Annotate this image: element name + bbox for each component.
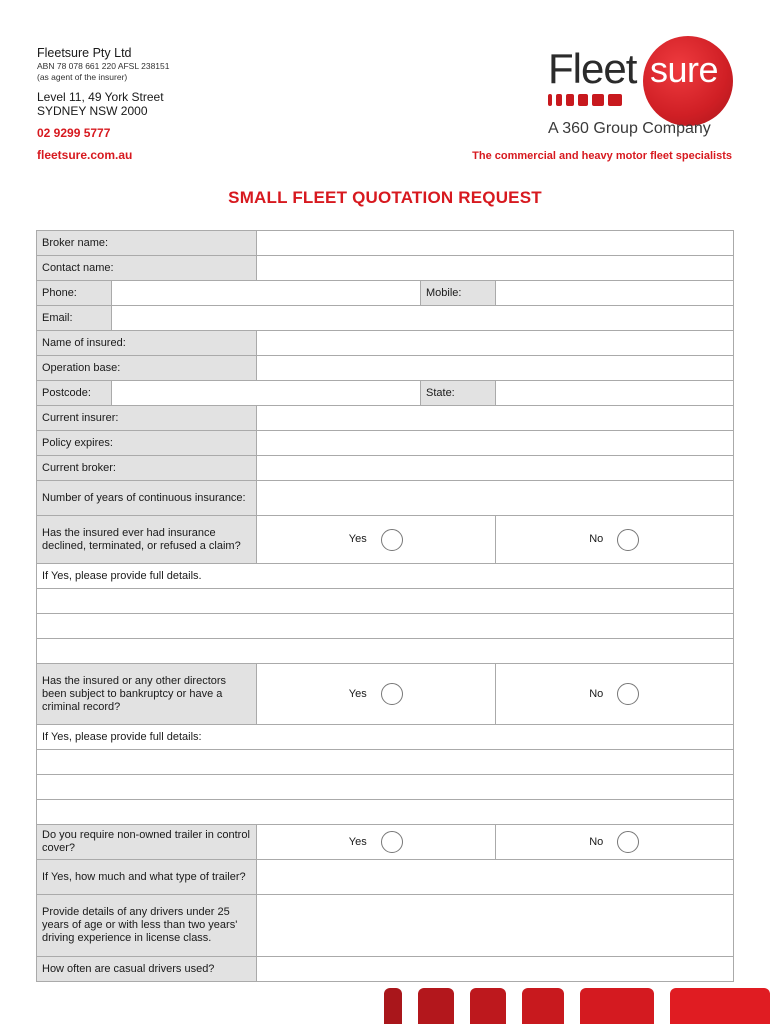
trailer-question-label: Do you require non-owned trailer in control cover? bbox=[37, 825, 257, 859]
trailer-type-field[interactable] bbox=[257, 860, 734, 894]
details-1-line-field[interactable] bbox=[37, 589, 734, 613]
current-insurer-label: Current insurer: bbox=[37, 406, 257, 430]
details-2-line bbox=[37, 800, 734, 825]
logo-word-fleet: Fleet bbox=[548, 45, 637, 92]
bankruptcy-question-label: Has the insured or any other directors been subject to bankruptcy or have a criminal record? bbox=[37, 664, 257, 724]
trailer-yes-option[interactable] bbox=[257, 825, 496, 859]
details-2-line-field[interactable] bbox=[37, 750, 734, 774]
form-row-declined bbox=[37, 516, 734, 564]
postcode-field[interactable] bbox=[112, 381, 421, 405]
broker-name-field[interactable] bbox=[257, 231, 734, 255]
current-broker-label: Current broker: bbox=[37, 456, 257, 480]
years-insurance-label: Number of years of continuous insurance: bbox=[37, 481, 257, 515]
company-agent-note: (as agent of the insurer) bbox=[37, 72, 128, 82]
form-row-current-insurer bbox=[37, 406, 734, 431]
declined-no-radio[interactable] bbox=[617, 529, 639, 551]
form-row-trailer-type bbox=[37, 860, 734, 895]
bankruptcy-no-label: No bbox=[589, 687, 604, 700]
logo-stripe bbox=[548, 94, 552, 106]
casual-drivers-field[interactable] bbox=[257, 957, 734, 981]
logo-stripe bbox=[578, 94, 588, 106]
years-insurance-field[interactable] bbox=[257, 481, 734, 515]
trailer-yes-label: Yes bbox=[348, 835, 367, 848]
address-line-2: SYDNEY NSW 2000 bbox=[37, 104, 148, 118]
bankruptcy-no-radio[interactable] bbox=[617, 683, 639, 705]
form-row-current-broker bbox=[37, 456, 734, 481]
form-row-young-drivers bbox=[37, 895, 734, 957]
form-row-contact-name bbox=[37, 256, 734, 281]
bankruptcy-yes-option[interactable] bbox=[257, 664, 496, 724]
email-field[interactable] bbox=[112, 306, 734, 330]
form-title: SMALL FLEET QUOTATION REQUEST bbox=[228, 188, 542, 207]
details-2-line bbox=[37, 775, 734, 800]
footer-block bbox=[384, 988, 402, 1024]
footer-block bbox=[418, 988, 454, 1024]
policy-expires-label: Policy expires: bbox=[37, 431, 257, 455]
company-website[interactable]: fleetsure.com.au bbox=[37, 148, 133, 162]
details-1-line bbox=[37, 589, 734, 614]
logo-stripe bbox=[608, 94, 622, 106]
declined-question-label: Has the insured ever had insurance declined, terminated, or refused a claim? bbox=[37, 516, 257, 563]
bankruptcy-yes-label: Yes bbox=[348, 687, 367, 700]
company-abn: ABN 78 078 661 220 AFSL 238151 bbox=[37, 61, 170, 71]
details-2-line-field[interactable] bbox=[37, 775, 734, 799]
company-name: Fleetsure Pty Ltd bbox=[37, 46, 132, 60]
group-company-text: A 360 Group Company bbox=[548, 120, 711, 137]
policy-expires-field[interactable] bbox=[257, 431, 734, 455]
form-row-casual-drivers bbox=[37, 957, 734, 982]
details-1-line bbox=[37, 614, 734, 639]
logo-stripe bbox=[556, 94, 562, 106]
state-field[interactable] bbox=[496, 381, 734, 405]
mobile-label: Mobile: bbox=[421, 281, 496, 305]
form-row-phone bbox=[37, 281, 734, 306]
email-label: Email: bbox=[37, 306, 112, 330]
form-row-details-2-heading bbox=[37, 725, 734, 750]
footer-block bbox=[470, 988, 506, 1024]
name-of-insured-field[interactable] bbox=[257, 331, 734, 355]
postcode-label: Postcode: bbox=[37, 381, 112, 405]
footer-block bbox=[670, 988, 770, 1024]
broker-name-label: Broker name: bbox=[37, 231, 257, 255]
declined-yes-radio[interactable] bbox=[381, 529, 403, 551]
form-row-broker-name bbox=[37, 231, 734, 256]
phone-label: Phone: bbox=[37, 281, 112, 305]
address-line-1: Level 11, 49 York Street bbox=[37, 90, 164, 104]
trailer-type-label: If Yes, how much and what type of trailer? bbox=[37, 860, 257, 894]
tagline: The commercial and heavy motor fleet specialists bbox=[472, 150, 732, 162]
details-1-line-field[interactable] bbox=[37, 614, 734, 638]
details-2-label: If Yes, please provide full details: bbox=[37, 725, 734, 749]
form-row-operation-base bbox=[37, 356, 734, 381]
form-row-years-insurance bbox=[37, 481, 734, 516]
name-of-insured-label: Name of insured: bbox=[37, 331, 257, 355]
declined-yes-label: Yes bbox=[348, 533, 367, 545]
details-1-line bbox=[37, 639, 734, 664]
logo-word-sure: sure bbox=[650, 49, 719, 90]
bankruptcy-no-option[interactable] bbox=[496, 664, 735, 724]
trailer-yes-radio[interactable] bbox=[381, 831, 403, 853]
details-2-line bbox=[37, 750, 734, 775]
logo-stripes bbox=[548, 94, 622, 106]
footer-block bbox=[580, 988, 654, 1024]
operation-base-label: Operation base: bbox=[37, 356, 257, 380]
details-1-label: If Yes, please provide full details. bbox=[37, 564, 734, 588]
footer-block bbox=[522, 988, 564, 1024]
operation-base-field[interactable] bbox=[257, 356, 734, 380]
young-drivers-label: Provide details of any drivers under 25 years of age or with less than two years' driving experience in license class. bbox=[37, 895, 257, 956]
contact-name-field[interactable] bbox=[257, 256, 734, 280]
young-drivers-field[interactable] bbox=[257, 895, 734, 956]
form-row-trailer bbox=[37, 825, 734, 860]
trailer-no-radio[interactable] bbox=[617, 831, 639, 853]
details-1-line-field[interactable] bbox=[37, 639, 734, 663]
form-row-bankruptcy bbox=[37, 664, 734, 725]
logo-stripe bbox=[592, 94, 604, 106]
details-2-line-field[interactable] bbox=[37, 800, 734, 824]
form-row-postcode bbox=[37, 381, 734, 406]
quotation-form bbox=[36, 230, 734, 982]
trailer-no-label: No bbox=[589, 835, 604, 848]
footer-decoration bbox=[0, 986, 770, 1024]
form-row-name-of-insured bbox=[37, 331, 734, 356]
state-label: State: bbox=[421, 381, 496, 405]
bankruptcy-yes-radio[interactable] bbox=[381, 683, 403, 705]
company-phone[interactable]: 02 9299 5777 bbox=[37, 126, 111, 140]
current-broker-field[interactable] bbox=[257, 456, 734, 480]
phone-field[interactable] bbox=[112, 281, 421, 305]
form-row-email bbox=[37, 306, 734, 331]
declined-yes-option[interactable] bbox=[257, 516, 496, 563]
form-row-policy-expires bbox=[37, 431, 734, 456]
declined-no-option[interactable] bbox=[496, 516, 735, 563]
mobile-field[interactable] bbox=[496, 281, 734, 305]
current-insurer-field[interactable] bbox=[257, 406, 734, 430]
address bbox=[37, 90, 170, 118]
contact-name-label: Contact name: bbox=[37, 256, 257, 280]
declined-no-label: No bbox=[589, 533, 604, 545]
form-row-details-1-heading bbox=[37, 564, 734, 589]
fleetsure-logo bbox=[546, 34, 736, 114]
trailer-no-option[interactable] bbox=[496, 825, 735, 859]
company-details bbox=[37, 46, 170, 162]
casual-drivers-label: How often are casual drivers used? bbox=[37, 957, 257, 981]
logo-stripe bbox=[566, 94, 574, 106]
